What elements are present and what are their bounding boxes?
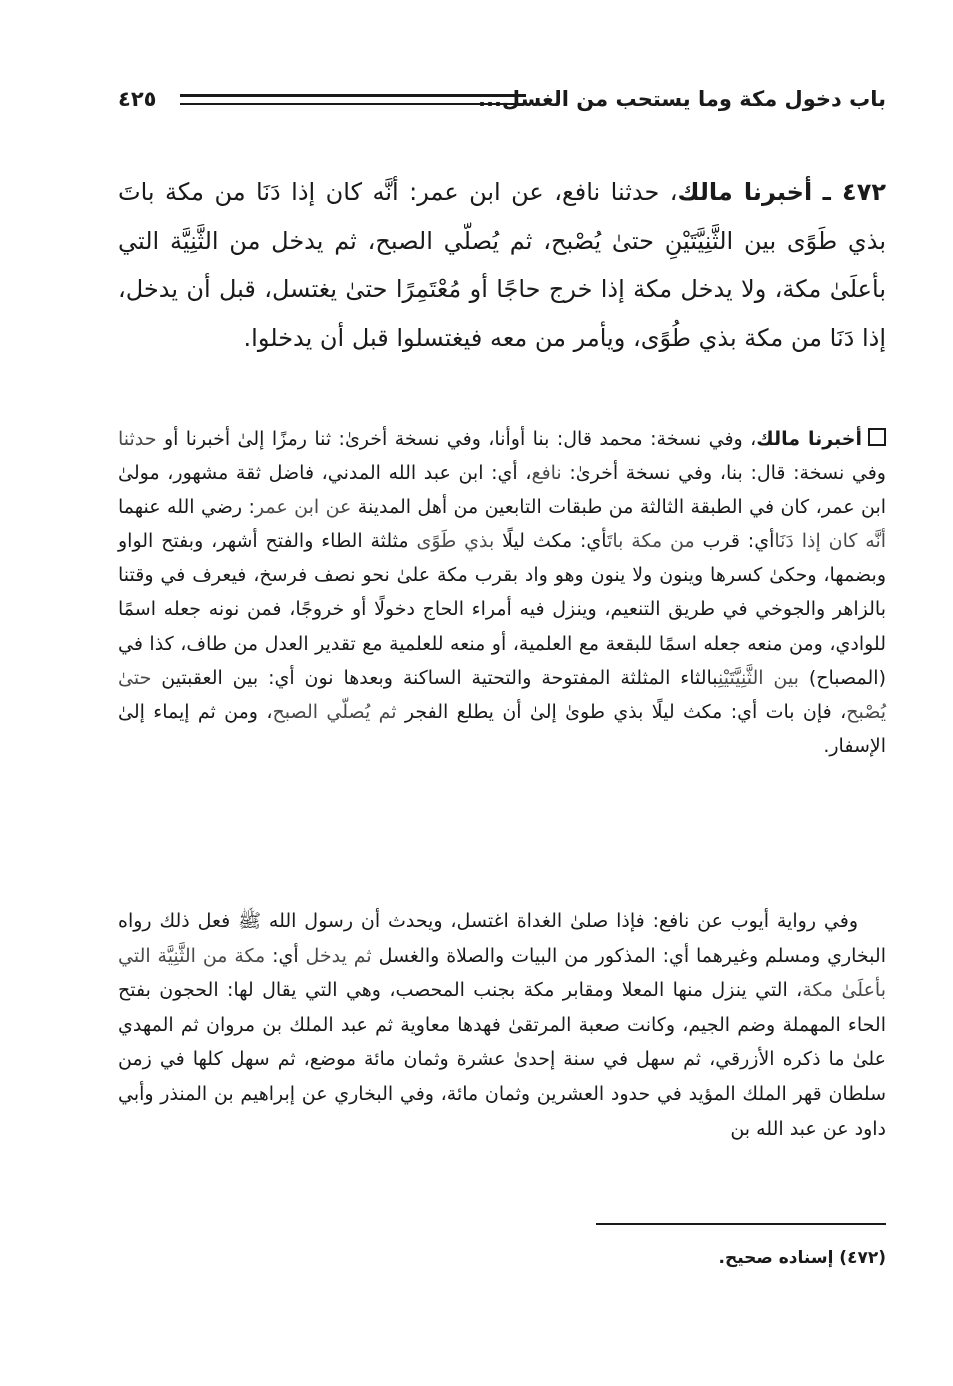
quoted-text: حدثنا bbox=[118, 428, 157, 450]
commentary-text: أي: مكث ليلًا bbox=[502, 530, 608, 553]
quoted-text: من مكة باتَ bbox=[607, 530, 695, 553]
quoted-text: مكة من الثَّنِيَّة التي بأعلَىٰ مكة bbox=[118, 944, 887, 1002]
quoted-text: بين الثَّنِيَّتَيْنِ bbox=[718, 666, 799, 689]
commentary-paragraph-2 bbox=[118, 904, 886, 1146]
commentary-text: ، ومن ثم إيماء إلىٰ الإسفار. bbox=[118, 700, 886, 757]
hadith-text bbox=[118, 168, 886, 362]
hadith-body: ، حدثنا نافع، عن ابن عمر: أنَّه كان إذا دَنَا من مكة باتَ بذي طَوًى بين الثَّنِيَّتَيْنِ حتىٰ يُصْبح، ثم يُصلّي الصبح، ثم يدخل من الثَّنِيَّة التي بأعلَىٰ مكة، ولا يدخل مكة إذا خرج حاجًا أو مُعْتَمِرًا حتىٰ يغتسل، قبل أن يدخل، إذا دَنَا من مكة بذي طُوًى، ويأمر من معه فيغتسلوا قبل أن يدخلوا. bbox=[118, 178, 886, 352]
hadith-narrator: أخبرنا مالك bbox=[677, 178, 813, 206]
commentary-text: مثلثة الطاء والفتح أشهر، وبفتح الواو وبضمها، وحكىٰ كسرها وينون ولا ينون وهو واد بقرب مكة علىٰ نحو نصف فرسخ، فيعرف في وقتنا بالزاهر والجوخي في طريق التنعيم، وينزل فيه أمراء الحاج دخولًا أو خروجًا، فمن نونه جعله اسمًا للوادي، ومن منعه جعله اسمًا للبقعة مع العلمية، أو منعه للعلمية مع تقدير العدل من طاف، كذا في (المصباح) bbox=[118, 530, 886, 689]
quoted-text: ثم يدخل bbox=[305, 944, 372, 967]
running-header bbox=[118, 82, 886, 122]
commentary-text: أي: bbox=[272, 944, 299, 967]
commentary-paragraph-1 bbox=[118, 422, 886, 763]
quoted-text: عن ابن عمر bbox=[254, 496, 352, 519]
footnote: (٤٧٢) إسناده صحيح. bbox=[718, 1248, 886, 1268]
commentary-text: وفي رواية أيوب عن نافع: فإذا صلىٰ الغداة اغتسل، ويحدث أن رسول الله ﷺ فعل ذلك رواه البخاري ومسلم وغيرهما أي: المذكور من البيات والصلاة والغسل bbox=[118, 910, 886, 967]
hadith-number: ٤٧٢ ـ bbox=[822, 178, 886, 206]
header-rule bbox=[180, 94, 526, 105]
quoted-text: أنَّه كان إذا دَنَا bbox=[774, 530, 887, 553]
commentary-text: : رضي الله عنهما bbox=[118, 496, 255, 519]
commentary-lemma: أخبرنا مالك bbox=[756, 428, 862, 450]
quoted-text: حتىٰ يُصْبح bbox=[118, 666, 886, 723]
square-marker-icon bbox=[868, 428, 886, 446]
page-number: ٤٢٥ bbox=[118, 87, 157, 111]
quoted-text: ثم يُصلّي الصبح bbox=[272, 700, 397, 723]
commentary-text: ، فإن بات أي: مكث ليلًا بذي طوىٰ إلىٰ أن يطلع الفجر bbox=[404, 700, 847, 723]
quoted-text: نافع bbox=[531, 462, 562, 485]
footnote-rule bbox=[596, 1223, 886, 1225]
commentary-text: بالثاء المثلثة المفتوحة والتحتية الساكنة وبعدها نون أي: بين العقبتين bbox=[161, 666, 719, 689]
commentary-text: ، أي: ابن عبد الله المدني، فاضل ثقة مشهور، مولىٰ ابن عمر، كان في الطبقة الثالثة من طبقات التابعين من أهل المدينة bbox=[118, 462, 887, 519]
commentary-text: أي: قرب bbox=[702, 530, 775, 553]
chapter-title: باب دخول مكة وما يستحب من الغسل... bbox=[477, 87, 886, 111]
commentary-text: ، التي ينزل منها المعلا ومقابر مكة بجنب المحصب، وهي التي يقال لها: الحجون بفتح الحاء المهملة وضم الجيم، وكانت صعبة المرتقىٰ فهدها معاوية ثم عبد الملك بن مروان ثم المهدي علىٰ ما ذكره الأزرقي، ثم سهل في سنة إحدىٰ عشرة وثمان مائة موضع، ثم سهل كلها في زمن سلطان قهر الملك المؤيد في حدود العشرين وثمان مائة، وفي البخاري عن إبراهيم بن المنذر وأبي داود عن عبد الله بن bbox=[118, 979, 886, 1140]
quoted-text: بذي طَوًى bbox=[416, 530, 495, 553]
commentary-text: ، وفي نسخة: محمد قال: بنا أوأنا، وفي نسخة أخرىٰ: ثنا رمزًا إلىٰ أخبرنا أو bbox=[163, 428, 757, 450]
commentary-text: وفي نسخة: قال: بنا، وفي نسخة أخرىٰ: bbox=[569, 462, 886, 485]
